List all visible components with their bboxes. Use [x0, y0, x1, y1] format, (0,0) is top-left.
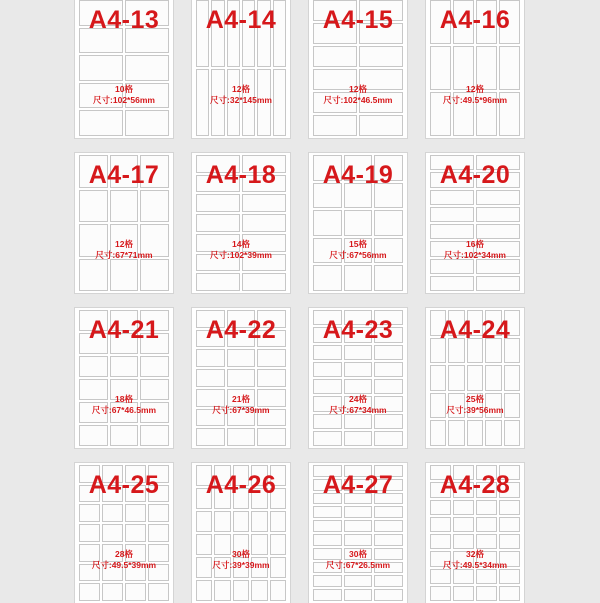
- label-cell: [148, 504, 169, 522]
- sheet-size: 尺寸:67*71mm: [95, 250, 153, 260]
- sheet-code: A4-15: [322, 6, 394, 34]
- sheet-code: A4-22: [205, 316, 277, 344]
- sheet-a4-20[interactable]: [426, 153, 524, 293]
- sheet-count: 25格: [466, 394, 484, 404]
- label-cell: [344, 575, 373, 587]
- label-cell: [79, 110, 123, 136]
- sheet-a4-13[interactable]: [75, 0, 173, 138]
- label-cell: [430, 224, 474, 239]
- sheet-size: 尺寸:49.5*96mm: [442, 95, 508, 105]
- label-cell: [467, 420, 483, 446]
- label-cell: [344, 210, 373, 236]
- label-cell: [251, 580, 267, 601]
- label-cell: [448, 365, 464, 391]
- sheet-a4-25[interactable]: [75, 463, 173, 603]
- label-cell: [214, 580, 230, 601]
- sheet-a4-17[interactable]: [75, 153, 173, 293]
- sheet-code: A4-17: [88, 161, 160, 189]
- sheet-info: [426, 84, 524, 106]
- label-cell: [214, 511, 230, 532]
- label-cell: [227, 428, 256, 446]
- label-cell: [313, 379, 342, 394]
- sheet-code: A4-27: [322, 471, 394, 499]
- label-cell: [270, 580, 286, 601]
- label-cell: [430, 517, 451, 532]
- sheet-info: [309, 549, 407, 571]
- sheet-size: 尺寸:32*145mm: [210, 95, 272, 105]
- label-cell: [430, 586, 451, 601]
- label-cell: [79, 524, 100, 542]
- label-cell: [233, 511, 249, 532]
- label-cell: [110, 425, 139, 446]
- sheet-a4-18[interactable]: [192, 153, 290, 293]
- label-cell: [140, 259, 169, 292]
- label-cell: [476, 500, 497, 515]
- label-cell: [313, 575, 342, 587]
- sheet-size: 尺寸:102*56mm: [93, 95, 155, 105]
- label-cell: [359, 115, 403, 136]
- label-cell: [453, 500, 474, 515]
- label-cell: [430, 420, 446, 446]
- sheet-info: [192, 549, 290, 571]
- label-cell: [313, 431, 342, 446]
- label-cell: [499, 534, 520, 549]
- label-cell: [499, 586, 520, 601]
- label-cell: [110, 259, 139, 292]
- label-cell: [196, 511, 212, 532]
- sheet-code: A4-20: [439, 161, 511, 189]
- sheet-info: [75, 84, 173, 106]
- label-cell: [344, 534, 373, 546]
- sheet-size: 尺寸:67*26.5mm: [325, 560, 391, 570]
- label-cell: [313, 115, 357, 136]
- label-cell: [374, 520, 403, 532]
- label-cell: [251, 511, 267, 532]
- label-cell: [148, 583, 169, 601]
- label-cell: [257, 428, 286, 446]
- label-cell: [102, 524, 123, 542]
- label-cell: [110, 190, 139, 223]
- sheet-count: 18格: [115, 394, 133, 404]
- label-cell: [448, 420, 464, 446]
- label-cell: [313, 520, 342, 532]
- sheet-count: 12格: [232, 84, 250, 94]
- sheet-info: [309, 84, 407, 106]
- label-cell: [359, 46, 403, 67]
- label-cell: [79, 55, 123, 81]
- label-cell: [196, 349, 225, 367]
- label-cell: [257, 349, 286, 367]
- sheet-info: [75, 394, 173, 416]
- sheet-code: A4-24: [439, 316, 511, 344]
- sheet-a4-26[interactable]: [192, 463, 290, 603]
- sheet-a4-21[interactable]: [75, 308, 173, 448]
- sheet-count: 21格: [232, 394, 250, 404]
- label-cell: [476, 207, 520, 222]
- sheet-size: 尺寸:102*46.5mm: [323, 95, 393, 105]
- sheet-code: A4-26: [205, 471, 277, 499]
- label-cell: [270, 511, 286, 532]
- sheet-a4-16[interactable]: [426, 0, 524, 138]
- label-cell: [374, 265, 403, 291]
- label-cell: [430, 365, 446, 391]
- label-cell: [430, 190, 474, 205]
- sheet-info: [75, 239, 173, 261]
- label-cell: [79, 190, 108, 223]
- label-cell: [344, 520, 373, 532]
- label-cell: [148, 524, 169, 542]
- label-cell: [140, 356, 169, 377]
- label-cell: [504, 420, 520, 446]
- sheet-size: 尺寸:102*39mm: [210, 250, 272, 260]
- label-cell: [374, 210, 403, 236]
- sheet-size: 尺寸:49.5*34mm: [442, 560, 508, 570]
- label-cell: [344, 379, 373, 394]
- sheet-size: 尺寸:49.5*39mm: [91, 560, 157, 570]
- label-cell: [313, 534, 342, 546]
- label-cell: [344, 265, 373, 291]
- label-cell: [79, 425, 108, 446]
- label-cell: [125, 504, 146, 522]
- label-cell: [430, 500, 451, 515]
- sheet-count: 12格: [349, 84, 367, 94]
- label-cell: [374, 575, 403, 587]
- sheet-info: [75, 549, 173, 571]
- label-cell: [313, 46, 357, 67]
- label-cell: [344, 589, 373, 601]
- sheet-a4-22[interactable]: [192, 308, 290, 448]
- label-cell: [374, 379, 403, 394]
- sheet-count: 12格: [115, 239, 133, 249]
- label-cell: [344, 345, 373, 360]
- sheet-info: [309, 394, 407, 416]
- label-cell: [196, 580, 212, 601]
- sheet-info: [309, 239, 407, 261]
- label-cell: [344, 506, 373, 518]
- sheet-a4-28[interactable]: [426, 463, 524, 603]
- label-cell: [430, 207, 474, 222]
- label-cell: [476, 586, 497, 601]
- sheet-code: A4-16: [439, 6, 511, 34]
- sheet-a4-24[interactable]: [426, 308, 524, 448]
- sheet-count: 15格: [349, 239, 367, 249]
- sheet-code: A4-13: [88, 6, 160, 34]
- label-cell: [374, 589, 403, 601]
- label-cell: [499, 500, 520, 515]
- label-cell: [242, 273, 286, 291]
- label-cell: [313, 362, 342, 377]
- label-cell: [476, 276, 520, 291]
- label-cell: [313, 210, 342, 236]
- label-cell: [313, 506, 342, 518]
- label-cell: [499, 517, 520, 532]
- sheet-size: 尺寸:67*34mm: [329, 405, 387, 415]
- label-cell: [196, 273, 240, 291]
- label-cell: [374, 362, 403, 377]
- label-cell: [374, 506, 403, 518]
- sheet-count: 12格: [466, 84, 484, 94]
- label-cell: [453, 534, 474, 549]
- sheet-count: 30格: [232, 549, 250, 559]
- label-cell: [374, 431, 403, 446]
- label-cell: [430, 276, 474, 291]
- label-cell: [504, 365, 520, 391]
- label-cell: [196, 214, 240, 232]
- label-cell: [196, 194, 240, 212]
- sheet-a4-14[interactable]: [192, 0, 290, 138]
- sheet-code: A4-21: [88, 316, 160, 344]
- label-cell: [125, 583, 146, 601]
- sheet-code: A4-23: [322, 316, 394, 344]
- sheet-code: A4-14: [205, 6, 277, 34]
- label-cell: [313, 265, 342, 291]
- label-cell: [313, 589, 342, 601]
- sheet-code: A4-18: [205, 161, 277, 189]
- label-cell: [313, 345, 342, 360]
- label-cell: [242, 214, 286, 232]
- sheet-code: A4-28: [439, 471, 511, 499]
- label-cell: [110, 356, 139, 377]
- label-cell: [467, 365, 483, 391]
- label-cell: [233, 580, 249, 601]
- sheet-code: A4-19: [322, 161, 394, 189]
- sheet-info: [192, 239, 290, 261]
- sheet-size: 尺寸:102*34mm: [444, 250, 506, 260]
- label-cell: [476, 534, 497, 549]
- label-cell: [476, 190, 520, 205]
- label-cell: [344, 431, 373, 446]
- sheet-size: 尺寸:67*46.5mm: [91, 405, 157, 415]
- label-cell: [196, 369, 225, 387]
- sheet-count: 16格: [466, 239, 484, 249]
- label-cell: [227, 349, 256, 367]
- sheet-a4-23[interactable]: [309, 308, 407, 448]
- sheet-count: 30格: [349, 549, 367, 559]
- sheet-size: 尺寸:39*56mm: [446, 405, 504, 415]
- sheet-count: 10格: [115, 84, 133, 94]
- label-cell: [476, 224, 520, 239]
- sheet-info: [192, 394, 290, 416]
- sheet-count: 28格: [115, 549, 133, 559]
- label-cell: [140, 190, 169, 223]
- sheet-a4-15[interactable]: [309, 0, 407, 138]
- label-cell: [102, 504, 123, 522]
- sheet-size: 尺寸:39*39mm: [212, 560, 270, 570]
- label-cell: [79, 504, 100, 522]
- label-cell: [242, 194, 286, 212]
- sheet-count: 32格: [466, 549, 484, 559]
- label-cell: [102, 583, 123, 601]
- label-cell: [485, 365, 501, 391]
- label-cell: [374, 534, 403, 546]
- label-cell: [140, 425, 169, 446]
- label-cell: [453, 517, 474, 532]
- sheet-a4-19[interactable]: [309, 153, 407, 293]
- label-cell: [79, 583, 100, 601]
- label-cell: [79, 259, 108, 292]
- label-cell: [125, 55, 169, 81]
- label-cell: [125, 524, 146, 542]
- label-cell: [453, 586, 474, 601]
- sheet-info: [192, 84, 290, 106]
- label-cell: [430, 534, 451, 549]
- label-cell: [344, 362, 373, 377]
- label-cell: [374, 345, 403, 360]
- label-cell: [476, 517, 497, 532]
- sheet-info: [426, 549, 524, 571]
- sheet-count: 24格: [349, 394, 367, 404]
- label-cell: [257, 369, 286, 387]
- sheet-size: 尺寸:67*39mm: [212, 405, 270, 415]
- label-cell: [79, 356, 108, 377]
- sheet-a4-27[interactable]: [309, 463, 407, 603]
- label-cell: [485, 420, 501, 446]
- sheet-size: 尺寸:67*56mm: [329, 250, 387, 260]
- sheet-count: 14格: [232, 239, 250, 249]
- label-cell: [196, 428, 225, 446]
- label-cell: [227, 369, 256, 387]
- sheet-info: [426, 394, 524, 416]
- sheet-info: [426, 239, 524, 261]
- label-cell: [125, 110, 169, 136]
- sheet-code: A4-25: [88, 471, 160, 499]
